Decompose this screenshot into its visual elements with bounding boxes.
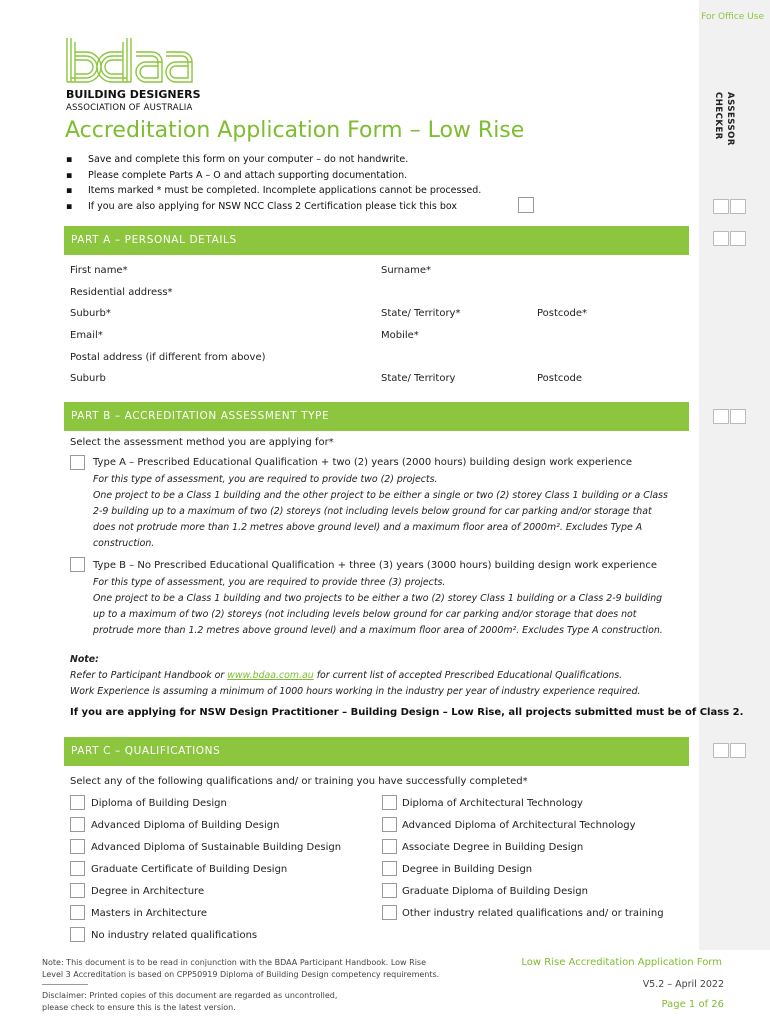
page-number: Page 1 of 26: [661, 999, 724, 1010]
form-title: Accreditation Application Form – Low Rise: [65, 118, 525, 143]
qual-label: Degree in Building Design: [402, 864, 533, 875]
checker-box[interactable]: [730, 409, 746, 424]
org-subtitle: ASSOCIATION OF AUSTRALIA: [66, 103, 193, 113]
office-use-label: For Office Use: [701, 12, 764, 22]
qual-label: Advanced Diploma of Building Design: [91, 820, 280, 831]
qual-checkbox[interactable]: [382, 905, 397, 920]
qual-label: Diploma of Architectural Technology: [402, 798, 583, 809]
type-a-checkbox[interactable]: [70, 455, 85, 470]
qual-checkbox[interactable]: [382, 861, 397, 876]
postal-address-field[interactable]: Postal address (if different from above): [70, 352, 266, 363]
first-name-field[interactable]: First name*: [70, 265, 128, 276]
qual-label: Graduate Diploma of Building Design: [402, 886, 588, 897]
suburb-field[interactable]: Suburb*: [70, 308, 111, 319]
qual-checkbox[interactable]: [382, 883, 397, 898]
type-a-description: For this type of assessment, you are required to provide two (2) projects. One project to be a Class 1 building and the other project to be either a single or two (2) storey Class 1 building or a Class 2-9 building up to a maximum of two (2) storeys (not including levels below ground for car parking and/or storage that does not protrude more than 1.2 metres above ground level) and a maximum floor area of 2000m². Excludes Type A construction.: [93, 474, 668, 549]
footer-version: V5.2 – April 2022: [642, 979, 724, 990]
qual-checkbox[interactable]: [70, 795, 85, 810]
bdaa-logo: [64, 36, 198, 84]
footer-note: Note: This document is to be read in conjunction with the BDAA Participant Handbook. Low Rise Level 3 Accreditation is based on CPP50919 Diploma of Building Design competency requirements.: [42, 958, 440, 979]
postcode-field[interactable]: Postcode*: [537, 308, 588, 319]
type-b-checkbox[interactable]: [70, 557, 85, 572]
qual-checkbox[interactable]: [382, 839, 397, 854]
checker-box[interactable]: [730, 199, 746, 214]
qual-label: Associate Degree in Building Design: [402, 842, 584, 853]
qual-label: Diploma of Building Design: [91, 798, 227, 809]
checker-box[interactable]: [730, 231, 746, 246]
assessor-box[interactable]: [713, 231, 729, 246]
qual-label: Degree in Architecture: [91, 886, 205, 897]
qual-label: Advanced Diploma of Architectural Technology: [402, 820, 636, 831]
assessor-box[interactable]: [713, 743, 729, 758]
type-a-title: Type A – Prescribed Educational Qualification + two (2) years (2000 hours) building design work experience: [93, 457, 632, 468]
postal-state-field[interactable]: State/ Territory: [381, 373, 456, 384]
type-b-title: Type B – No Prescribed Educational Qualification + three (3) years (3000 hours) building design work experience: [93, 560, 658, 571]
bdaa-website-link[interactable]: www.bdaa.com.au: [227, 670, 314, 681]
qual-label: Other industry related qualifications and/ or training: [402, 908, 664, 919]
checker-box[interactable]: [730, 743, 746, 758]
nsw-practitioner-note: If you are applying for NSW Design Practitioner – Building Design – Low Rise, all projects submitted must be of Class 2.: [70, 707, 744, 718]
postal-postcode-field[interactable]: Postcode: [537, 373, 583, 384]
state-field[interactable]: State/ Territory*: [381, 308, 461, 319]
part-a-header: PART A – PERSONAL DETAILS: [64, 226, 689, 255]
residential-address-field[interactable]: Residential address*: [70, 287, 173, 298]
assessor-box[interactable]: [713, 409, 729, 424]
part-b-header: PART B – ACCREDITATION ASSESSMENT TYPE: [64, 402, 689, 431]
instruction-item: ▪ Items marked * must be completed. Incomplete applications cannot be processed.: [66, 185, 482, 196]
postal-suburb-field[interactable]: Suburb: [70, 373, 106, 384]
qual-checkbox[interactable]: [70, 817, 85, 832]
assessor-box[interactable]: [713, 199, 729, 214]
qual-checkbox[interactable]: [382, 795, 397, 810]
instruction-item: ▪ Please complete Parts A – O and attach supporting documentation.: [66, 169, 408, 181]
surname-field[interactable]: Surname*: [381, 265, 431, 276]
part-b-note: Note: Refer to Participant Handbook or www.bdaa.com.au for current list of accepted Prescribed Educational Qualifications. Work Experience is assuming a minimum of 1000 hours working in the industry per year of industry experience required.: [70, 654, 641, 697]
instruction-item: ▪ If you are also applying for NSW NCC Class 2 Certification please tick this box: [66, 200, 458, 212]
part-c-header: PART C – QUALIFICATIONS: [64, 737, 689, 766]
footer-form-title: Low Rise Accreditation Application Form: [521, 957, 722, 968]
instruction-item: ▪ Save and complete this form on your computer – do not handwrite.: [66, 154, 409, 165]
assessor-checker-label: ASSESSOR CHECKER: [713, 92, 735, 146]
footer-divider: [42, 984, 88, 985]
qual-checkbox[interactable]: [70, 861, 85, 876]
footer-disclaimer: Disclaimer: Printed copies of this document are regarded as uncontrolled, please check to ensure this is the latest version.: [42, 991, 338, 1012]
qual-checkbox[interactable]: [70, 839, 85, 854]
qualifications-prompt: Select any of the following qualifications and/ or training you have successfully completed*: [70, 776, 528, 787]
type-b-description: For this type of assessment, you are required to provide three (3) projects. One project to be a Class 1 building and two projects to be either a two (2) storey Class 1 building or a Class 2-9 building up to a maximum of two (2) storeys (not including levels below ground for car parking and/or storage that does not protrude more than 1.2 metres above ground level) and a maximum floor area of 2000m². Excludes Type A construction.: [93, 577, 663, 636]
email-field[interactable]: Email*: [70, 330, 103, 341]
qual-label: Graduate Certificate of Building Design: [91, 864, 288, 875]
qual-checkbox[interactable]: [70, 905, 85, 920]
qual-label: Advanced Diploma of Sustainable Building Design: [91, 842, 342, 853]
qual-checkbox[interactable]: [382, 817, 397, 832]
nsw-class2-checkbox[interactable]: [518, 197, 534, 213]
qual-label: Masters in Architecture: [91, 908, 208, 919]
instructions-list: [66, 152, 481, 214]
mobile-field[interactable]: Mobile*: [381, 330, 419, 341]
qual-label: No industry related qualifications: [91, 930, 258, 941]
org-name: BUILDING DESIGNERS: [66, 88, 201, 101]
qual-checkbox[interactable]: [70, 927, 85, 942]
qual-checkbox[interactable]: [70, 883, 85, 898]
assessment-prompt: Select the assessment method you are applying for*: [70, 437, 334, 448]
